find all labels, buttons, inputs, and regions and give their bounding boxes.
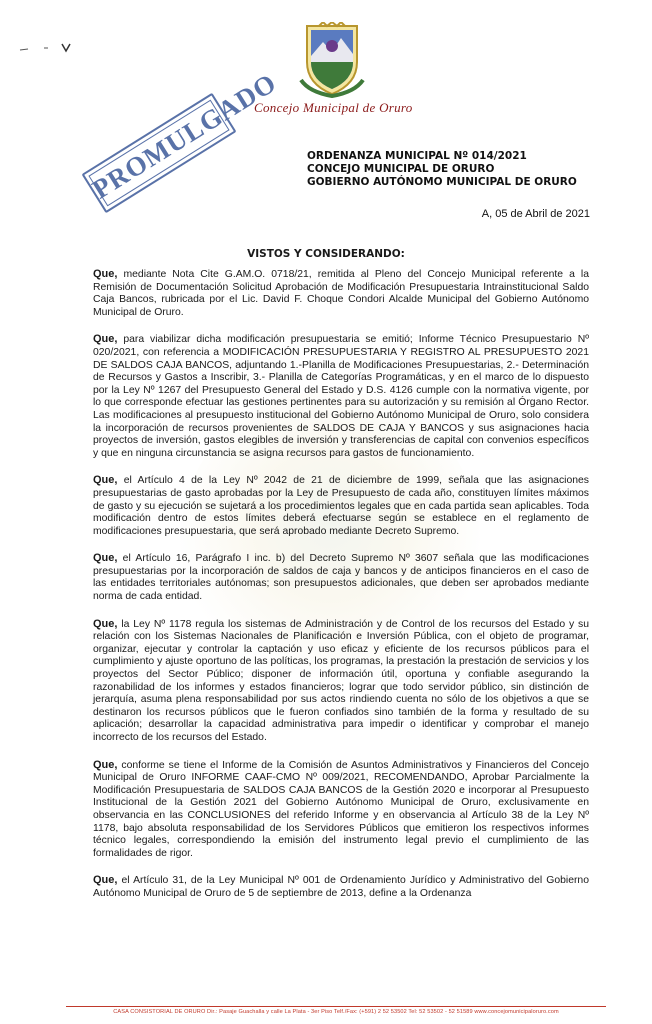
paragraph: Que, el Artículo 31, de la Ley Municipal Nº 001 de Ordenamiento Jurídico y Administrativo del Gobierno Autónomo Municipal de Oruro de 5 de septiembre de 2013, define a la Ordenanza bbox=[93, 874, 589, 899]
municipal-crest-logo bbox=[299, 22, 365, 98]
issuer-line: CONCEJO MUNICIPAL DE ORURO bbox=[307, 163, 495, 175]
section-title: VISTOS Y CONSIDERANDO: bbox=[247, 248, 405, 260]
paragraph: Que, para viabilizar dicha modificación presupuestaria se emitió; Informe Técnico Presupuestario Nº 020/2021, con referencia a MODIFICACIÓN PRESUPUESTARIA Y REGISTRO AL PRESUPUESTO 2021 DE SALDOS CAJA BANCOS, adjuntando 1.-Planilla de Modificaciones Presupuestarias, 2.- Determinación de Recursos y Gastos a Inscribir, 3.- Planilla de Categorías Programáticas, y en el marco de lo dispuesto por la Ley Nº 1267 del Presupuesto General del Estado y D.S. 4126 cumple con la normativa vigente, por lo que corresponde efectuar las gestiones pertinentes para su autorización y su remisión al Órgano Rector. Las modificaciones al presupuesto institucional del Gobierno Autónomo Municipal de Oruro, solo considera la incorporación de recursos provenientes de SALDOS DE CAJA Y BANCOS y sus asignaciones hacia proyectos de inversión, gastos elegibles de inversión y transferencias de capital con convenios específicos y que en ninguna circunstancia se asigna recursos para gastos de funcionamiento. bbox=[93, 333, 589, 459]
paragraph: Que, mediante Nota Cite G.AM.O. 0718/21, remitida al Pleno del Concejo Municipal referente a la Remisión de Documentación Solicitud Aprobación de Modificación Presupuestaria Intrainstitucional Saldo Caja Bancos, rubricada por el Lic. David F. Choque Condori Alcalde Municipal del Gobierno Autónomo Municipal de Oruro. bbox=[93, 268, 589, 318]
council-name-script: Concejo Municipal de Oruro bbox=[254, 100, 413, 115]
footer-divider bbox=[66, 1006, 606, 1007]
ordinance-header bbox=[307, 150, 607, 189]
paragraph: Que, conforme se tiene el Informe de la Comisión de Asuntos Administrativos y Financieros del Concejo Municipal de Oruro INFORME CAAF-CMO Nº 009/2021, RECOMENDANDO, Aprobar Parcialmente la Modificación Presupuestaria de SALDOS CAJA BANCOS de la Gestión 2020 e incorporar al Presupuesto Institucional de la Gestión 2021 del Gobierno Autónomo Municipal de Oruro, exclusivamente en observancia en las CONCLUSIONES del referido Informe y en observancia al Artículo 38 de la Ley Nº 1178, bajo absoluta responsabilidad de los Servidores Públicos que emitieron los respectivos informes técnico legales, correspondiendo la emisión del instrumento legal previo el cumplimiento de las formalidades de rigor. bbox=[93, 758, 589, 859]
document-date: A, 05 de Abril de 2021 bbox=[481, 208, 590, 220]
paragraph: Que, el Artículo 16, Parágrafo I inc. b) del Decreto Supremo Nº 3607 señala que las modificaciones presupuestarias por la incorporación de saldos de caja y bancos y de anticipos financieros en el caso de las entidades territoriales autónomas; son presupuestos adicionales, que deben ser aprobados mediante norma de cada entidad. bbox=[93, 552, 589, 603]
government-line: GOBIERNO AUTÓNOMO MUNICIPAL DE ORURO bbox=[307, 176, 577, 188]
document-body bbox=[93, 268, 589, 915]
handwritten-mark bbox=[18, 42, 78, 54]
paragraph: Que, la Ley Nº 1178 regula los sistemas de Administración y de Control de los recursos del Estado y su relación con los Sistemas Nacionales de Planificación e Inversión Pública, con el objeto de programar, organizar, ejecutar y controlar la captación y uso eficaz y eficiente de los recursos públicos para el cumplimiento y ajuste oportuno de las políticas, los programas, la prestación la prestación de servicios y los proyectos del Sector Público; disponer de información útil, oportuna y confiable asegurando la razonabilidad de los informes y estados financieros; lograr que todo servidor público, sin distinción de jerarquía, asuma plena responsabilidad por sus actos rindiendo cuenta no sólo de los objetivos a que se destinaron los recursos públicos que le fueron confiados sino también de la forma y resultado de su aplicación; desarrollar la capacidad administrativa para impedir o identificar y comprobar el manejo incorrecto de los recursos del Estado. bbox=[93, 617, 589, 743]
paragraph: Que, el Artículo 4 de la Ley Nº 2042 de 21 de diciembre de 1999, señala que las asignaciones presupuestarias de gasto aprobadas por la Ley de Presupuesto de cada año, constituyen límites máximos de gasto y su ejecución se sujetará a los procedimientos legales que en cada partida sean aplicables. Toda modificación dentro de estos límites deberá efectuarse según se establece en el reglamento de modificaciones presupuestaria, que será aprobado mediante Decreto Supremo. bbox=[93, 474, 589, 537]
footer-address: CASA CONSISTORIAL DE ORURO Dir.: Pasaje Guachalla y calle La Plata - 3er Piso Telf./Fax: (+591) 2 52 53502 Tel: 52 53502 - 52 51589 www.concejomunicipaloruro.com bbox=[113, 1009, 559, 1015]
promulgado-stamp: PROMULGADO bbox=[82, 93, 237, 214]
ordinance-number: ORDENANZA MUNICIPAL Nº 014/2021 bbox=[307, 150, 527, 162]
